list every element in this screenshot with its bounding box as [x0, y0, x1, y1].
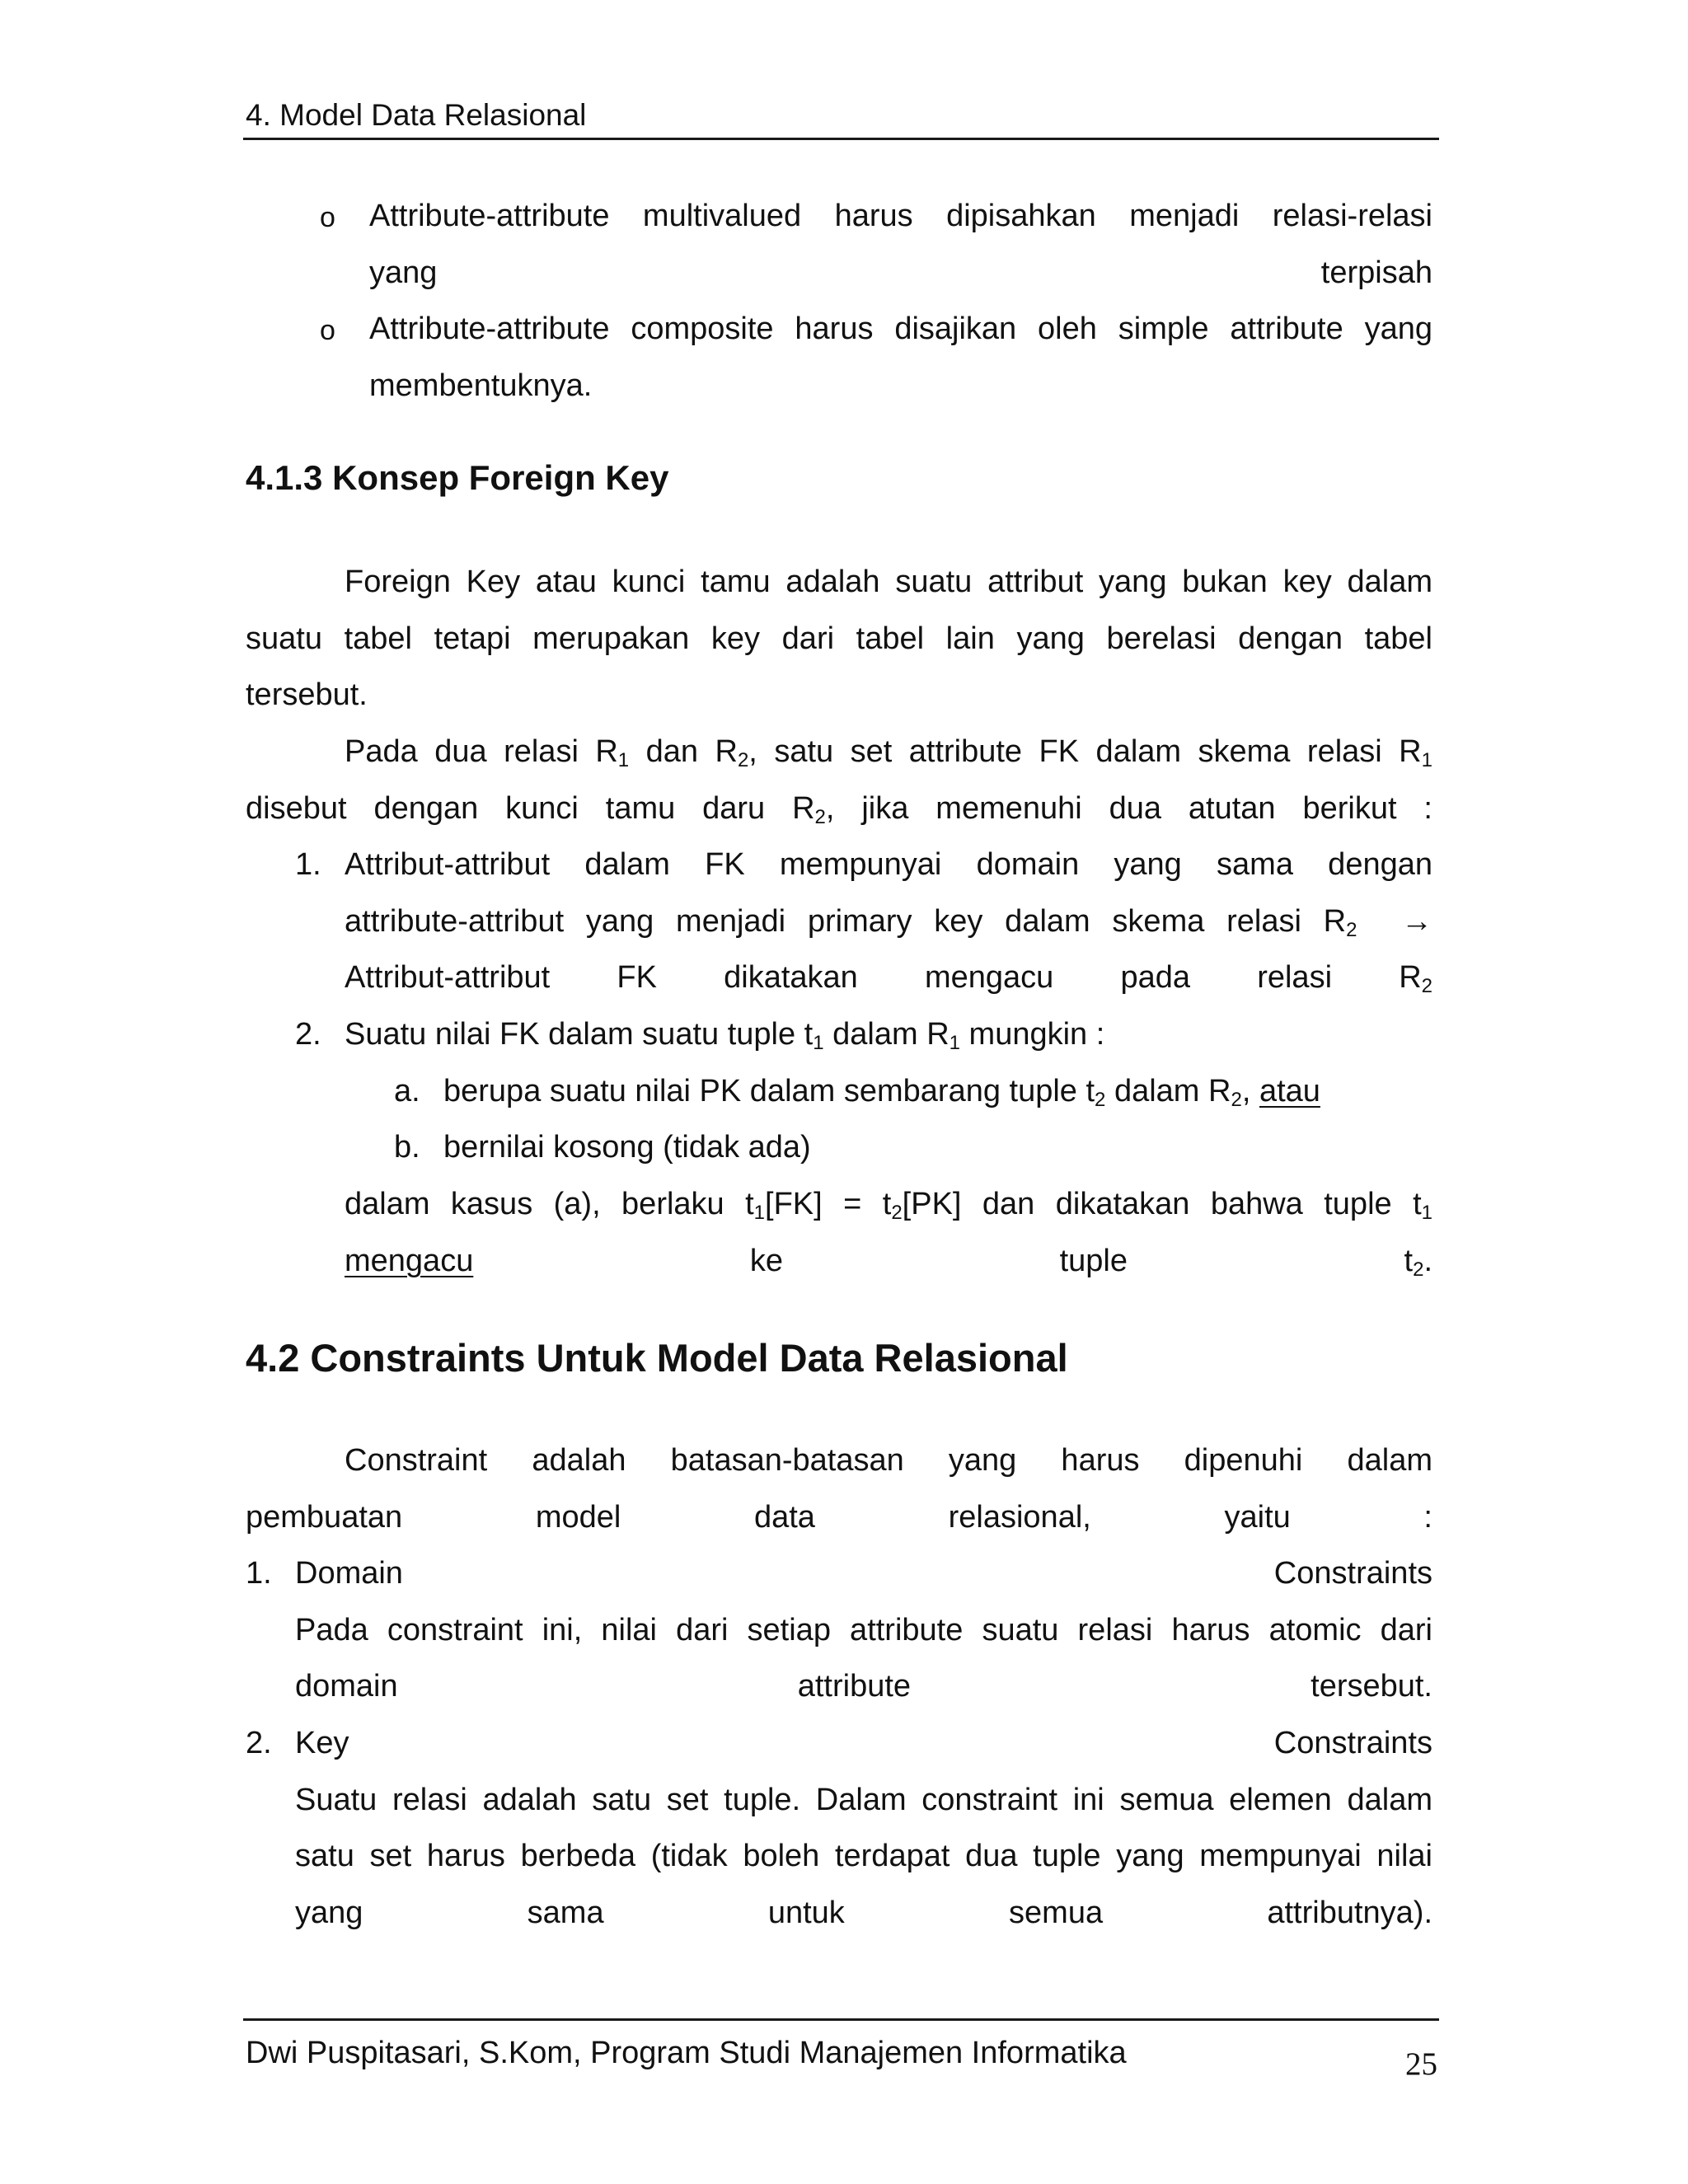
- bullet-line: yang terpisah: [369, 255, 1432, 290]
- paragraph-relations: [246, 724, 1432, 837]
- arrow-right-icon: →: [1401, 903, 1432, 939]
- list-item-key-constraints: [295, 1715, 1432, 1941]
- section-heading-4-2: 4.2 Constraints Untuk Model Data Relasional: [246, 1336, 1068, 1380]
- list-number: 2.: [295, 1017, 321, 1052]
- list-item-domain-same: [345, 837, 1432, 1006]
- list-line: Attribut-attribut dalam FK mempunyai domain yang sama dengan: [345, 847, 1432, 882]
- list-item-domain-constraints: [295, 1545, 1432, 1715]
- list-line: Suatu nilai FK dalam suatu tuple $t_1$ dalam $R_1$ mungkin :: [345, 1017, 1105, 1054]
- paragraph-line: Foreign Key atau kunci tamu adalah suatu attribut yang bukan key dalam: [345, 565, 1432, 599]
- sublist-line: berupa suatu nilai PK dalam sembarang tuple $t_2$ dalam $R_2$, atau: [443, 1074, 1320, 1111]
- bullet-line: Attribute-attribute composite harus disajikan oleh simple attribute yang: [369, 312, 1432, 346]
- list-number: 1.: [246, 1556, 272, 1591]
- page-number: 25: [1405, 2046, 1437, 2082]
- bullet-line: Attribute-attribute multivalued harus dipisahkan menjadi relasi-relasi: [369, 199, 1432, 233]
- list-number: 1.: [295, 847, 321, 882]
- list-line: satu set harus berbeda (tidak boleh terdapat dua tuple yang mempunyai nilai: [295, 1839, 1432, 1873]
- paragraph-line: pembuatan model data relasional, yaitu :: [246, 1499, 1432, 1535]
- list-line: Suatu relasi adalah satu set tuple. Dalam constraint ini semua elemen dalam: [295, 1782, 1432, 1817]
- paragraph-foreign-key-definition: [246, 554, 1432, 724]
- paragraph-constraints-intro: [246, 1432, 1432, 1545]
- list-title: Domain Constraints: [295, 1556, 1432, 1591]
- sublist-item-empty: [443, 1119, 1432, 1176]
- list-number: 2.: [246, 1726, 272, 1760]
- bullet-item-multivalued: [369, 188, 1432, 301]
- paragraph-line: tersebut.: [246, 677, 368, 712]
- section-heading-4-1-3: 4.1.3 Konsep Foreign Key: [246, 458, 669, 497]
- list-line: attribute-attribut yang menjadi primary key dalam skema relasi $R_2$ →: [345, 903, 1432, 941]
- footer-author: Dwi Puspitasari, S.Kom, Program Studi Manajemen Informatika: [246, 2036, 1127, 2070]
- paragraph-line: mengacu ke tuple $t_2$.: [345, 1243, 1432, 1281]
- paragraph-line: suatu tabel tetapi merupakan key dari tabel lain yang berelasi dengan tabel: [246, 621, 1432, 656]
- list-line: yang sama untuk semua attributnya).: [295, 1895, 1432, 1930]
- list-line: Attribut-attribut FK dikatakan mengacu pada relasi $R_2$: [345, 960, 1432, 997]
- sublist-marker: b.: [394, 1130, 420, 1165]
- bullet-marker: o: [320, 202, 335, 233]
- list-line: domain attribute tersebut.: [295, 1669, 1432, 1704]
- bullet-line: membentuknya.: [369, 368, 593, 403]
- paragraph-line: Pada dua relasi $R_1$ dan $R_2$, satu set attribute FK dalam skema relasi $R_1$: [345, 734, 1432, 771]
- bullet-item-composite: [369, 301, 1432, 414]
- paragraph-line: dalam kasus (a), berlaku $t_1[FK] = t_2[PK]$ dan dikatakan bahwa tuple $t_1$: [345, 1187, 1432, 1224]
- bullet-marker: o: [320, 315, 335, 346]
- sublist-line: bernilai kosong (tidak ada): [443, 1130, 811, 1165]
- underlined-text: atau: [1259, 1074, 1320, 1108]
- sublist-marker: a.: [394, 1074, 420, 1108]
- sublist-item-pk: [443, 1063, 1432, 1120]
- list-line: Pada constraint ini, nilai dari setiap attribute suatu relasi harus atomic dari: [295, 1612, 1432, 1647]
- footer-divider: [243, 2018, 1439, 2021]
- header-divider: [243, 138, 1439, 140]
- paragraph-line: disebut dengan kunci tamu daru $R_2$, jika memenuhi dua atutan berikut :: [246, 790, 1432, 828]
- list-title: Key Constraints: [295, 1726, 1432, 1760]
- running-header: 4. Model Data Relasional: [246, 98, 587, 132]
- paragraph-line: Constraint adalah batasan-batasan yang harus dipenuhi dalam: [345, 1443, 1432, 1478]
- list-item-fk-value: [345, 1006, 1432, 1063]
- underlined-text: mengacu: [345, 1243, 474, 1278]
- paragraph-case-a: [345, 1176, 1432, 1289]
